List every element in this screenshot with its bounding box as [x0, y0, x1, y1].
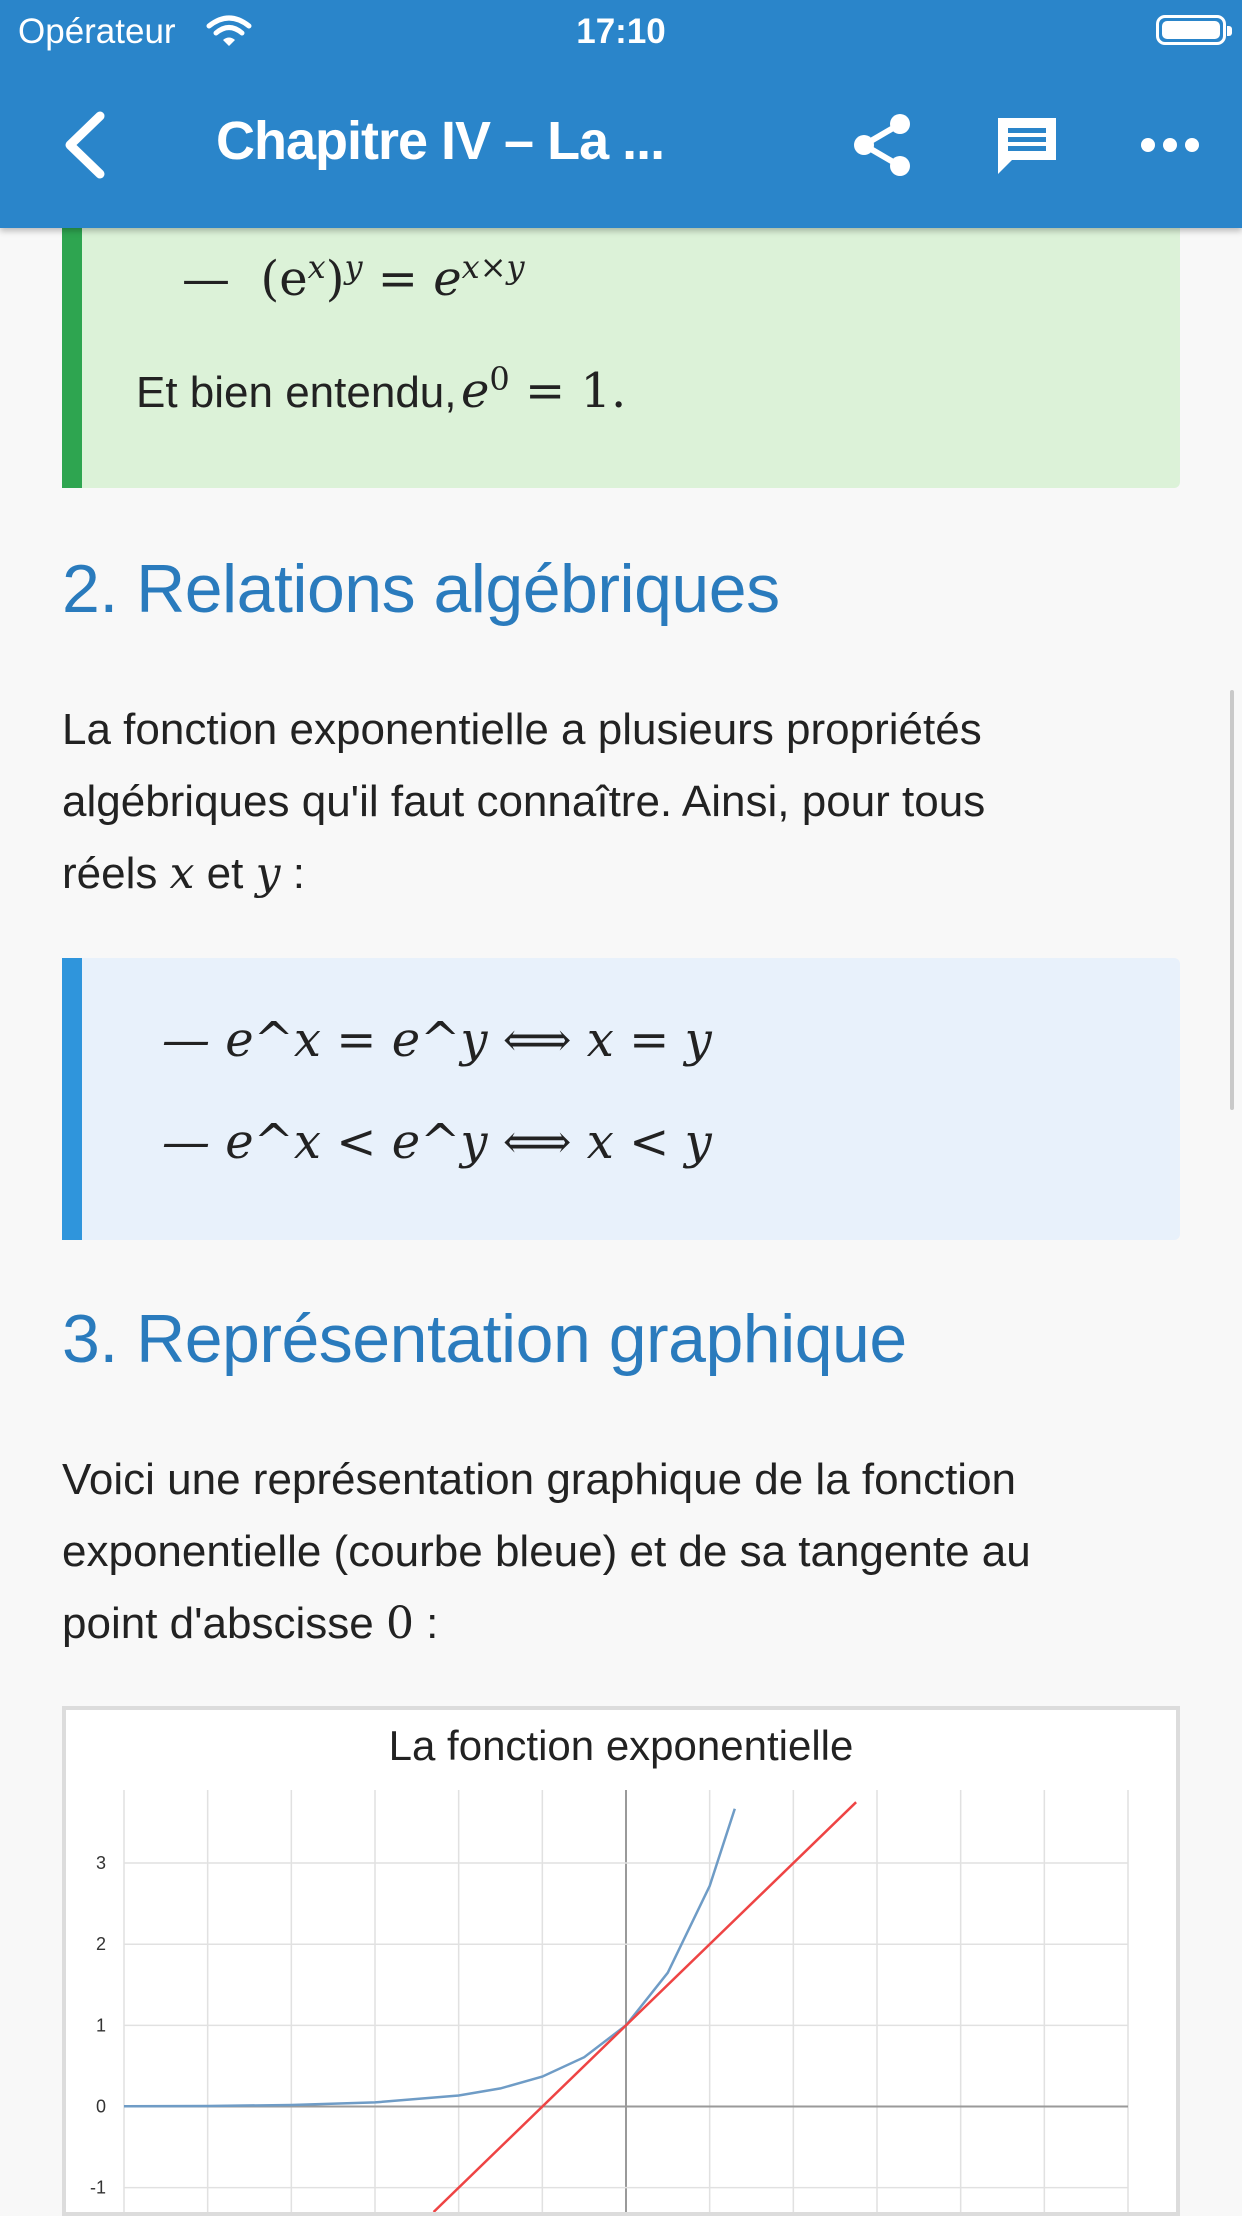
- y-tick-label: -1: [89, 2177, 106, 2198]
- status-bar: [0, 0, 1242, 62]
- chevron-left-icon[interactable]: [56, 110, 116, 180]
- property-box-green: [62, 200, 1180, 488]
- more-horizontal-icon[interactable]: [1140, 130, 1200, 160]
- scrollbar[interactable]: [1230, 690, 1234, 1110]
- nav-title: Chapitre IV – La ...: [216, 111, 665, 171]
- section-title-graphique: 3. Représentation graphique: [62, 1301, 907, 1377]
- carrier-label: Opérateur: [18, 12, 176, 51]
- formula-e-zero: Et bien entendu, $e^0 = 1$.: [136, 360, 627, 419]
- clock: 17:10: [576, 12, 666, 51]
- chart-title: La fonction exponentielle: [388, 1722, 854, 1769]
- exponential-chart: [62, 1706, 1180, 2216]
- property-box-blue: [62, 958, 1180, 1240]
- chart-plot: [66, 1710, 1176, 2212]
- paragraph-relations: La fonction exponentielle a plusieurs propriétés algébriques qu'il faut connaître. Ainsi, pour tous réels x et y :: [62, 705, 986, 899]
- y-tick-label: 0: [95, 2096, 106, 2117]
- top-bar: [0, 0, 1242, 228]
- y-tick-label: 2: [95, 1934, 106, 1955]
- paragraph-graphique: Voici une représentation graphique de la fonction exponentielle (courbe bleue) et de sa tangente au point d'abscisse 0 :: [62, 1455, 1031, 1649]
- navigation-bar: [0, 62, 1242, 228]
- formula-power-rule: — $(e^x)^y = e^{x\times y}$: [182, 248, 525, 307]
- share-icon[interactable]: [850, 112, 914, 178]
- y-tick-label: 1: [95, 2015, 106, 2036]
- formula-equivalence-less: — e^x < e^y ⟺ x < y: [162, 1114, 712, 1170]
- series-line-exp: [124, 1809, 735, 2107]
- y-tick-label: 3: [95, 1853, 106, 1874]
- battery-icon: [1156, 15, 1226, 45]
- formula-equivalence-equal: — e^x = e^y ⟺ x = y: [162, 1012, 712, 1068]
- section-title-relations: 2. Relations algébriques: [62, 551, 780, 627]
- comment-icon[interactable]: [994, 114, 1060, 176]
